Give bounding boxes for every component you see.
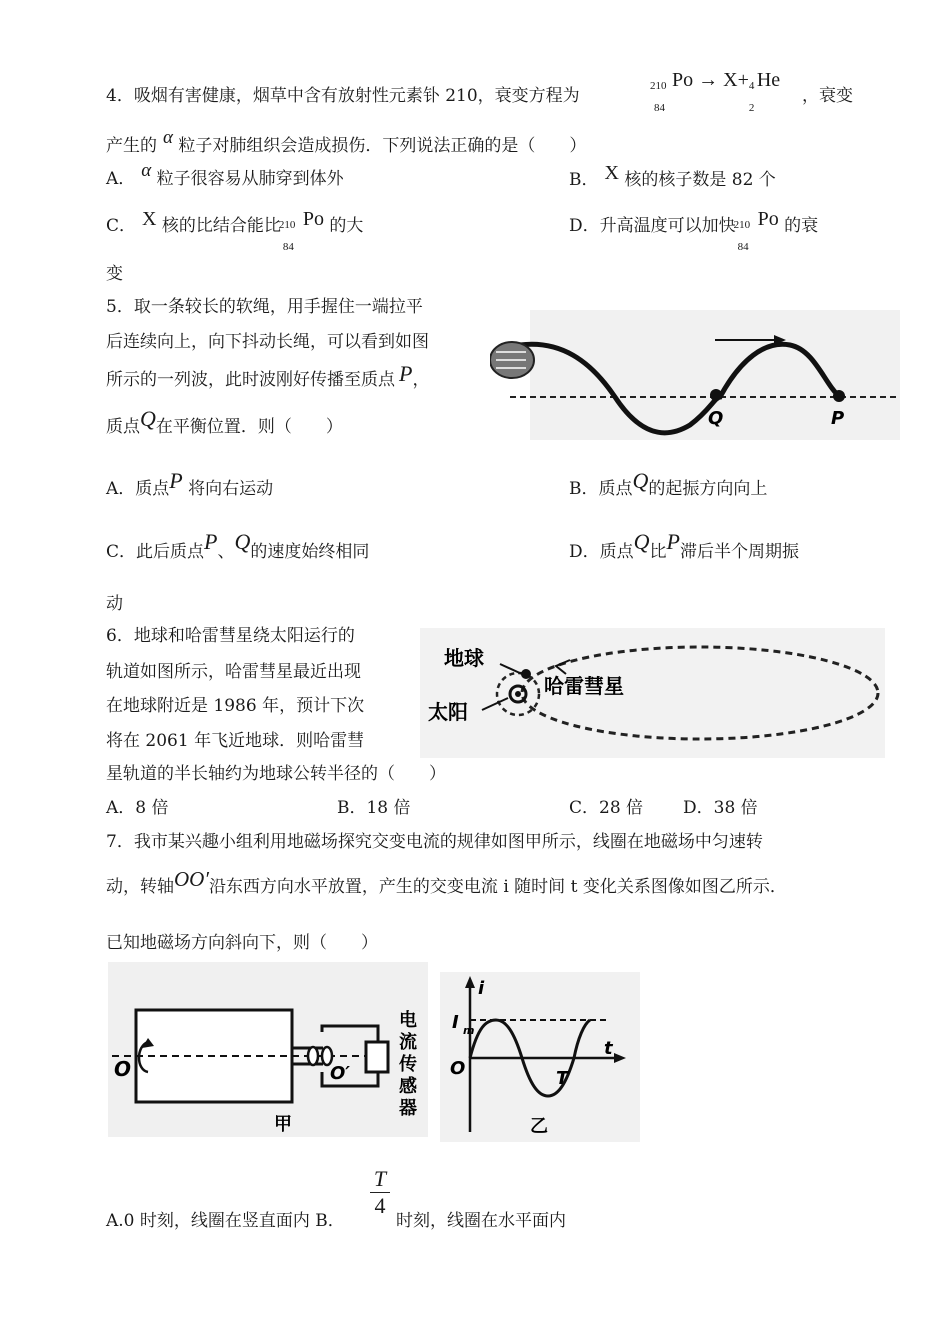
q5-option-a[interactable]: A．质点P 将向右运动 — [106, 468, 274, 499]
svg-text:m: m — [463, 1024, 475, 1037]
svg-text:O: O — [450, 1058, 466, 1079]
earth-icon — [521, 669, 531, 679]
q4-option-b[interactable]: B． X 核的核子数是 82 个 — [569, 162, 776, 190]
q6-line2: 轨道如图所示，哈雷彗星最近出现 — [106, 662, 361, 682]
rope-wave-figure — [490, 300, 905, 450]
caption-jia: 甲 — [274, 1114, 292, 1135]
label-q: Q — [708, 408, 724, 429]
slip-ring-1 — [308, 1047, 318, 1065]
label-halley-comet: 哈雷彗星 — [544, 674, 624, 698]
svg-text:电: 电 — [399, 1010, 417, 1031]
q6-option-d[interactable]: D．38 倍 — [683, 798, 758, 818]
q4-line1: 4．吸烟有害健康，烟草中含有放射性元素钋 210，衰变方程为 — [106, 86, 580, 106]
q4-option-a[interactable]: A． α 粒子很容易从肺穿到体外 — [106, 160, 344, 189]
point-q — [710, 389, 722, 401]
label-sun: 太阳 — [428, 700, 468, 724]
label-p: P — [831, 408, 845, 429]
caption-yi: 乙 — [530, 1116, 548, 1137]
svg-text:t: t — [604, 1038, 613, 1059]
current-sensor — [366, 1042, 388, 1072]
q7-line3: 已知地磁场方向斜向下，则（ ） — [106, 933, 378, 953]
q5-line3: 所示的一列波，此时波刚好传播至质点 P， — [106, 361, 430, 390]
svg-text:传: 传 — [399, 1054, 417, 1075]
q5-option-d-wrap: 动 — [106, 594, 123, 614]
svg-text:器: 器 — [399, 1098, 417, 1119]
q6-line1: 6．地球和哈雷彗星绕太阳运行的 — [106, 626, 355, 646]
svg-text:i: i — [478, 978, 485, 999]
q5-line4: 质点Q在平衡位置．则（ ） — [106, 406, 343, 437]
q4-line1-end: ，衰变 — [802, 86, 853, 106]
label-o-prime: O′ — [330, 1063, 351, 1084]
label-o: O — [114, 1057, 132, 1081]
q6-option-b[interactable]: B．18 倍 — [337, 798, 411, 818]
q5-option-c[interactable]: C．此后质点P、Q的速度始终相同 — [106, 529, 370, 562]
q4-line2: 产生的 α 粒子对肺组织会造成损伤．下列说法正确的是（ ） — [106, 127, 587, 156]
svg-text:流: 流 — [399, 1032, 417, 1053]
point-p — [833, 390, 845, 402]
q5-line2: 后连续向上，向下抖动长绳，可以看到如图 — [106, 332, 429, 352]
q6-line3: 在地球附近是 1986 年，预计下次 — [106, 696, 365, 716]
q5-option-d[interactable]: D．质点Q比P滞后半个周期振 — [569, 529, 799, 562]
q4-option-d-wrap: 变 — [106, 264, 123, 284]
label-earth: 地球 — [444, 646, 484, 670]
svg-text:I: I — [452, 1012, 459, 1033]
q7-option-b-fraction: T 4 — [368, 1166, 392, 1219]
figure-yi-current-graph — [440, 972, 640, 1142]
q7-line2: 动，转轴OO′沿东西方向水平放置，产生的交变电流 i 随时间 t 变化关系图像如图乙所示． — [106, 867, 787, 897]
q7-option-b[interactable]: 时刻，线圈在水平面内 — [396, 1211, 566, 1231]
halley-orbit-figure — [420, 628, 885, 758]
q5-option-b[interactable]: B．质点Q的起振方向向上 — [569, 468, 768, 499]
q5-line1: 5．取一条较长的软绳，用手握住一端拉平 — [106, 297, 423, 317]
q6-option-a[interactable]: A．8 倍 — [106, 798, 169, 818]
q7-line1: 7．我市某兴趣小组利用地磁场探究交变电流的规律如图甲所示，线圈在地磁场中匀速转 — [106, 832, 763, 852]
svg-text:感: 感 — [399, 1076, 417, 1097]
figure-jia-coil-setup — [108, 962, 428, 1142]
q4-option-d[interactable]: D．升高温度可以加快 210 84 Po 的衰 — [569, 208, 819, 253]
svg-text:T: T — [556, 1068, 569, 1089]
q6-line5: 星轨道的半长轴约为地球公转半径的（ ） — [106, 764, 446, 784]
q7-option-a[interactable]: A.0 时刻，线圈在竖直面内 B． — [106, 1211, 345, 1231]
q4-decay-equation: 210 84 Po → X+ 4 2 He — [650, 69, 781, 114]
q4-option-c[interactable]: C． X 核的比结合能比 210 84 Po 的大 — [106, 208, 364, 253]
q6-line4: 将在 2061 年飞近地球．则哈雷彗 — [106, 731, 365, 751]
q6-option-c[interactable]: C．28 倍 — [569, 798, 644, 818]
